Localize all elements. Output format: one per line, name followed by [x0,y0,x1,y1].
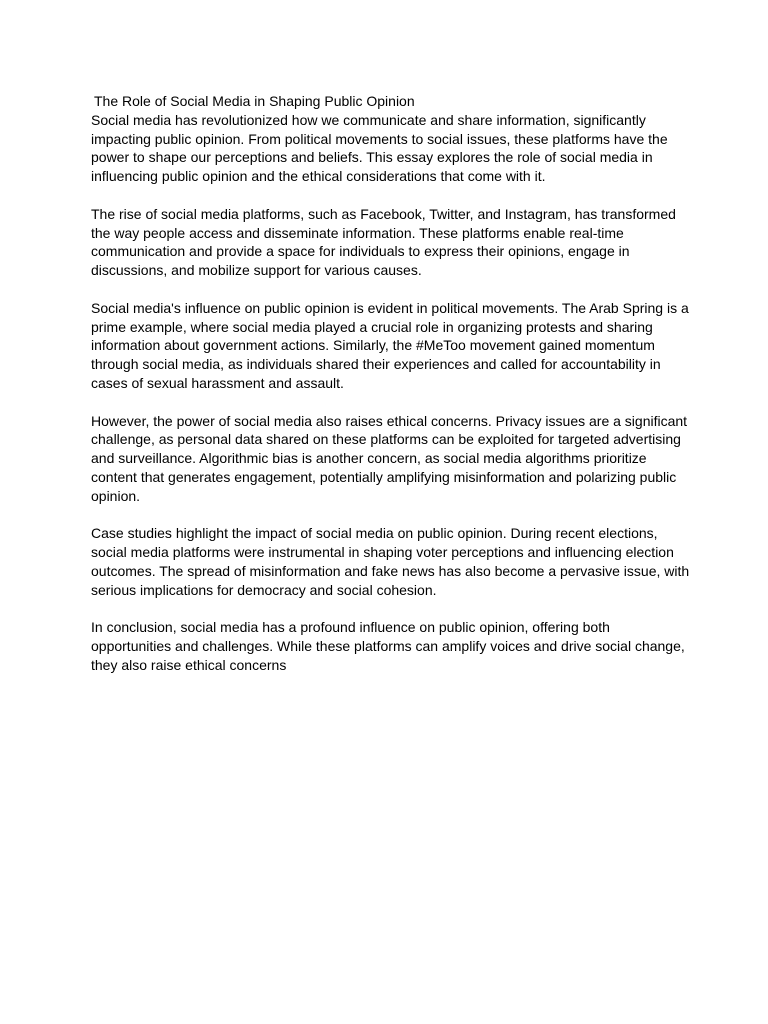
paragraph-platform-rise: The rise of social media platforms, such as Facebook, Twitter, and Instagram, has transformed the way people access and disseminate information. These platforms enable real-time communication and provide a space for individuals to express their opinions, engage in discussions, and mobilize support for various causes. [91,205,676,279]
paragraph-conclusion: In conclusion, social media has a profound influence on public opinion, offering both opportunities and challenges. While these platforms can amplify voices and drive social change, they also raise ethical concerns [91,619,685,673]
paragraph-political-movements: Social media's influence on public opinion is evident in political movements. The Arab Spring is a prime example, where social media played a crucial role in organizing protests and sharing information about government actions. Similarly, the #MeToo movement gained momentum through social media, as individuals shared their experiences and called for accountability in cases of sexual harassment and assault. [91,299,689,391]
paragraph-case-studies: Case studies highlight the impact of social media on public opinion. During recent elections, social media platforms were instrumental in shaping voter perceptions and influencing election outcomes. The spread of misinformation and fake news has also become a pervasive issue, with serious implications for democracy and social cohesion. [91,525,690,598]
document-title: The Role of Social Media in Shaping Public Opinion [94,93,415,109]
paragraph-ethical-concerns: However, the power of social media also raises ethical concerns. Privacy issues are a significant challenge, as personal data shared on these platforms can be exploited for targeted advertising and surveillance. Algorithmic bias is another concern, as social media algorithms prioritize content that generates engagement, potentially amplifying misinformation and polarizing public opinion. [91,412,688,504]
paragraph-introduction: Social media has revolutionized how we communicate and share information, significantly impacting public opinion. From political movements to social issues, these platforms have the power to shape our perceptions and beliefs. This essay explores the role of social media in influencing public opinion and the ethical considerations that come with it. [91,111,668,185]
document-body [91,92,691,694]
